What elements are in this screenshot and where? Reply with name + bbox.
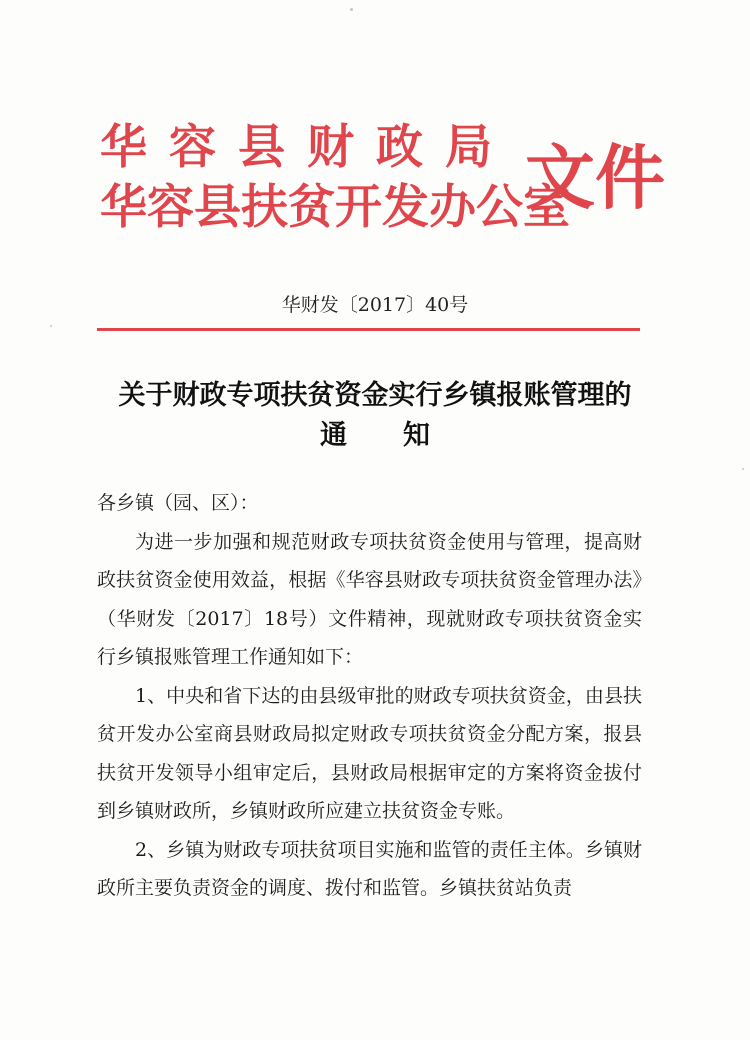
issuer-name-finance-bureau: 华容县财政局 <box>100 120 514 175</box>
issuer-header <box>100 118 570 238</box>
document-type-label: 文件 <box>525 136 665 219</box>
notice-title <box>0 376 750 456</box>
scan-speck <box>350 8 353 11</box>
notice-title-line1: 关于财政专项扶贫资金实行乡镇报账管理的 <box>118 380 632 411</box>
notice-body <box>97 484 642 908</box>
scan-speck <box>50 325 52 327</box>
document-number: 华财发〔2017〕40号 <box>281 294 469 316</box>
body-paragraph: 2、乡镇为财政专项扶贫项目实施和监管的责任主体。乡镇财政所主要负责资金的调度、拨付和监管。乡镇扶贫站负责 <box>97 838 642 899</box>
notice-title-line2: 通知 <box>320 420 486 451</box>
red-divider-line <box>97 328 640 331</box>
body-paragraph: 1、中央和省下达的由县级审批的财政专项扶贫资金，由县扶贫开发办公室商县财政局拟定财政专项扶贫资金分配方案，报县扶贫开发领导小组审定后，县财政局根据审定的方案将资金拔付到乡镇财政所，乡镇财政所应建立扶贫资金专账。 <box>97 684 642 822</box>
issuer-name-poverty-office: 华容县扶贫开发办公室 <box>100 180 570 235</box>
body-paragraph: 为进一步加强和规范财政专项扶贫资金使用与管理，提高财政扶贫资金使用效益，根据《华容县财政专项扶贫资金管理办法》（华财发〔2017〕18号）文件精神，现就财政专项扶贫资金实行乡镇报账管理工作通知如下： <box>97 530 642 668</box>
scan-speck <box>742 468 744 470</box>
salutation: 各乡镇（园、区）： <box>97 492 259 514</box>
